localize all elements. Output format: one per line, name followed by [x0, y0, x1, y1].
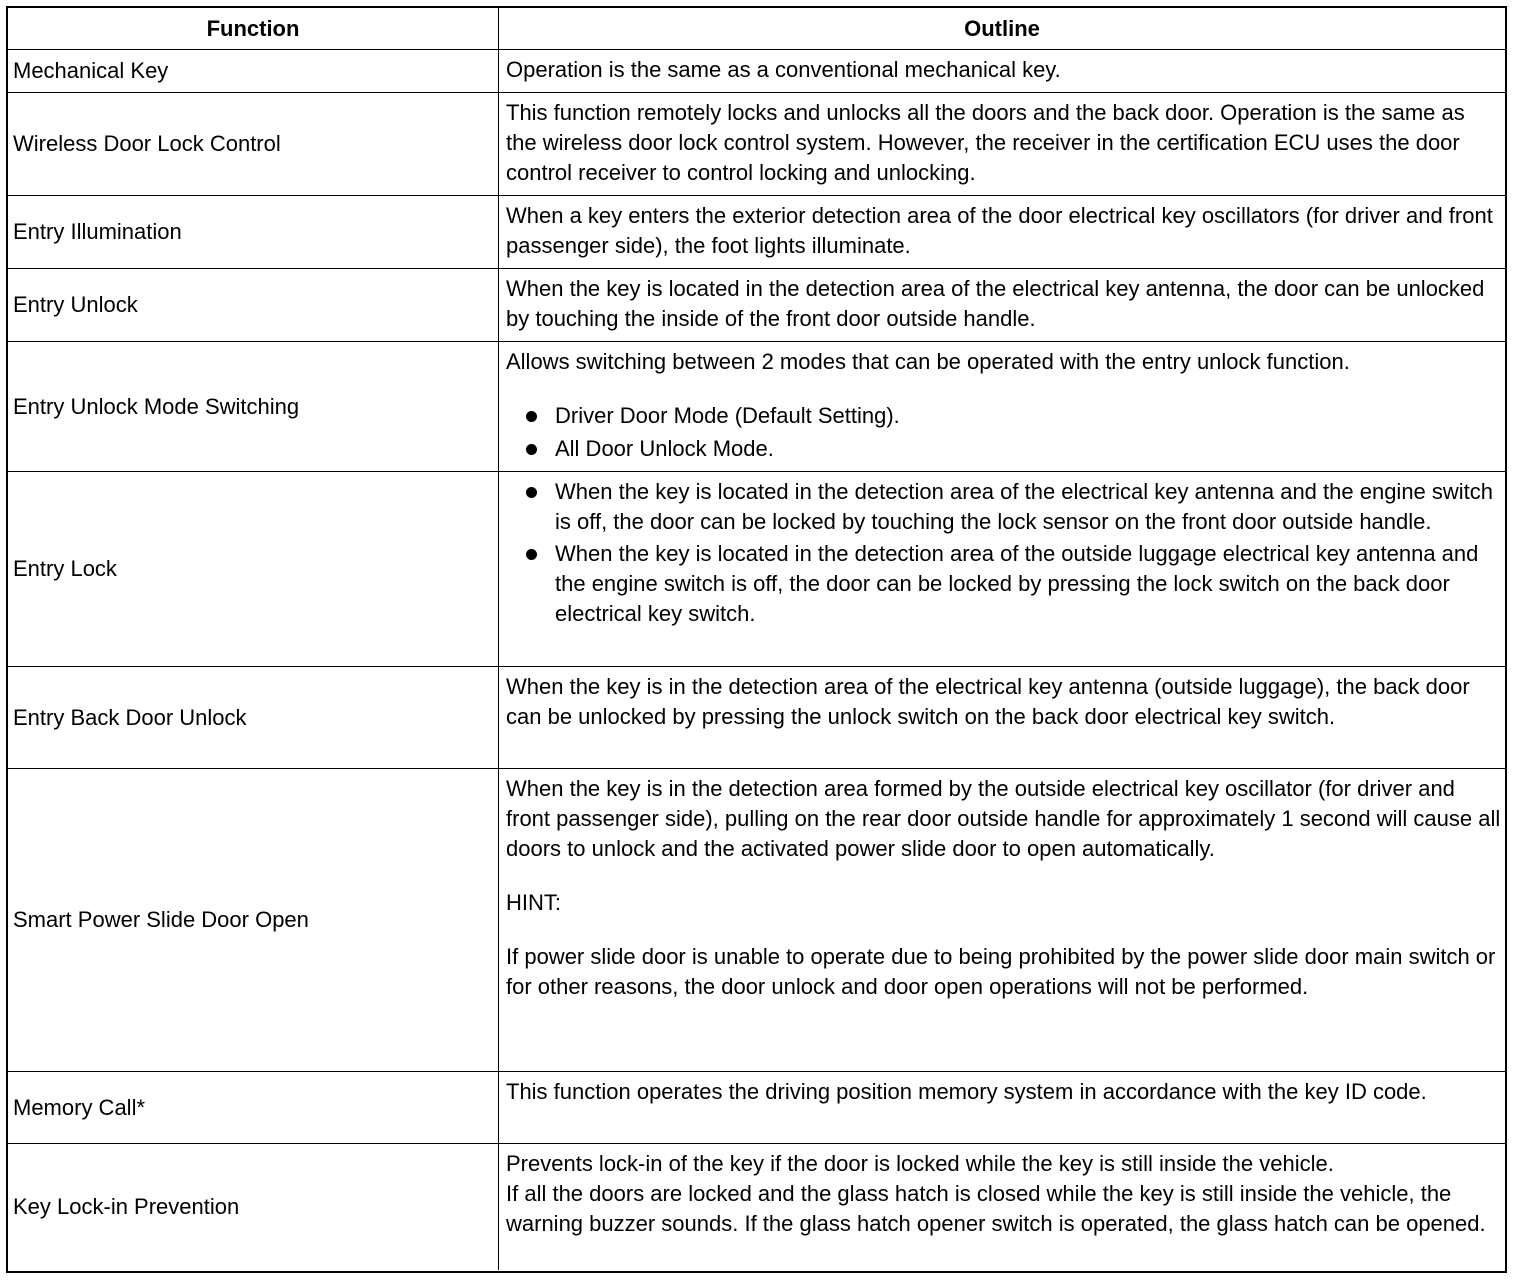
list-item [506, 477, 1501, 537]
table-row [8, 196, 1505, 269]
function-cell: Key Lock-in Prevention [8, 1144, 499, 1270]
outline-text: If all the doors are locked and the glass hatch is closed while the key is still inside the vehicle, the warning buzzer sounds. If the glass hatch opener switch is operated, the glass hatch can be opened. [506, 1181, 1486, 1236]
outline-text: When the key is located in the detection area of the electrical key antenna, the door can be unlocked by touching the inside of the front door outside handle. [506, 276, 1485, 331]
bullet-icon [526, 487, 537, 498]
bullet-icon [526, 549, 537, 560]
function-cell: Entry Back Door Unlock [8, 667, 499, 768]
table-row [8, 1144, 1505, 1270]
function-cell: Wireless Door Lock Control [8, 93, 499, 195]
outline-cell [499, 196, 1505, 268]
list-item [506, 539, 1501, 629]
list-item-text: All Door Unlock Mode. [555, 436, 774, 461]
table-row [8, 667, 1505, 769]
outline-text: Prevents lock-in of the key if the door is locked while the key is still inside the vehicle. [506, 1151, 1334, 1176]
outline-cell [499, 269, 1505, 341]
table-row [8, 1072, 1505, 1144]
outline-text: Operation is the same as a conventional mechanical key. [506, 57, 1061, 82]
function-cell: Smart Power Slide Door Open [8, 769, 499, 1071]
outline-cell [499, 667, 1505, 768]
list-item [506, 401, 1501, 431]
list-item-text: When the key is located in the detection area of the electrical key antenna and the engine switch is off, the door can be locked by touching the lock sensor on the front door outside handle. [555, 479, 1494, 534]
table-row [8, 93, 1505, 196]
outline-text: When the key is in the detection area formed by the outside electrical key oscillator (for driver and front passenger side), pulling on the rear door outside handle for approximately 1 second will cause all doors to unlock and the activated power slide door to open automatically. [506, 776, 1501, 861]
entry-lock-list [506, 477, 1501, 629]
table-row [8, 269, 1505, 342]
function-cell: Entry Unlock [8, 269, 499, 341]
mode-list [506, 401, 1501, 464]
function-cell: Mechanical Key [8, 50, 499, 92]
outline-cell [499, 50, 1505, 92]
outline-column-header: Outline [964, 15, 1040, 41]
outline-text: This function operates the driving position memory system in accordance with the key ID code. [506, 1079, 1427, 1104]
table-row [8, 472, 1505, 667]
outline-cell [499, 93, 1505, 195]
hint-text: If power slide door is unable to operate due to being prohibited by the power slide door main switch or for other reasons, the door unlock and door open operations will not be performed. [506, 944, 1496, 999]
outline-text: When the key is in the detection area of the electrical key antenna (outside luggage), the back door can be unlocked by pressing the unlock switch on the back door electrical key switch. [506, 674, 1470, 729]
outline-cell [499, 769, 1505, 1071]
function-cell: Entry Lock [8, 472, 499, 666]
table-row [8, 50, 1505, 93]
list-item-text: Driver Door Mode (Default Setting). [555, 403, 900, 428]
function-cell: Memory Call* [8, 1072, 499, 1143]
outline-cell [499, 1072, 1505, 1143]
bullet-icon [526, 411, 537, 422]
function-column-header: Function [8, 8, 499, 49]
function-cell: Entry Unlock Mode Switching [8, 342, 499, 471]
function-table [6, 6, 1507, 1273]
outline-text: This function remotely locks and unlocks all the doors and the back door. Operation is the same as the wireless door lock control system. However, the receiver in the certification ECU uses the door control receiver to control locking and unlocking. [506, 100, 1465, 185]
list-item [506, 434, 1501, 464]
outline-text: Allows switching between 2 modes that can be operated with the entry unlock function. [506, 349, 1350, 374]
outline-text: When a key enters the exterior detection area of the door electrical key oscillators (for driver and front passenger side), the foot lights illuminate. [506, 203, 1493, 258]
list-item-text: When the key is located in the detection area of the outside luggage electrical key antenna and the engine switch is off, the door can be locked by pressing the lock switch on the back door electrical key switch. [555, 541, 1479, 626]
bullet-icon [526, 444, 537, 455]
table-row [8, 342, 1505, 472]
outline-cell [499, 1144, 1505, 1270]
function-cell: Entry Illumination [8, 196, 499, 268]
hint-label: HINT: [506, 890, 561, 915]
table-row [8, 769, 1505, 1072]
outline-cell [499, 472, 1505, 666]
outline-cell [499, 342, 1505, 471]
table-header-row [8, 8, 1505, 50]
